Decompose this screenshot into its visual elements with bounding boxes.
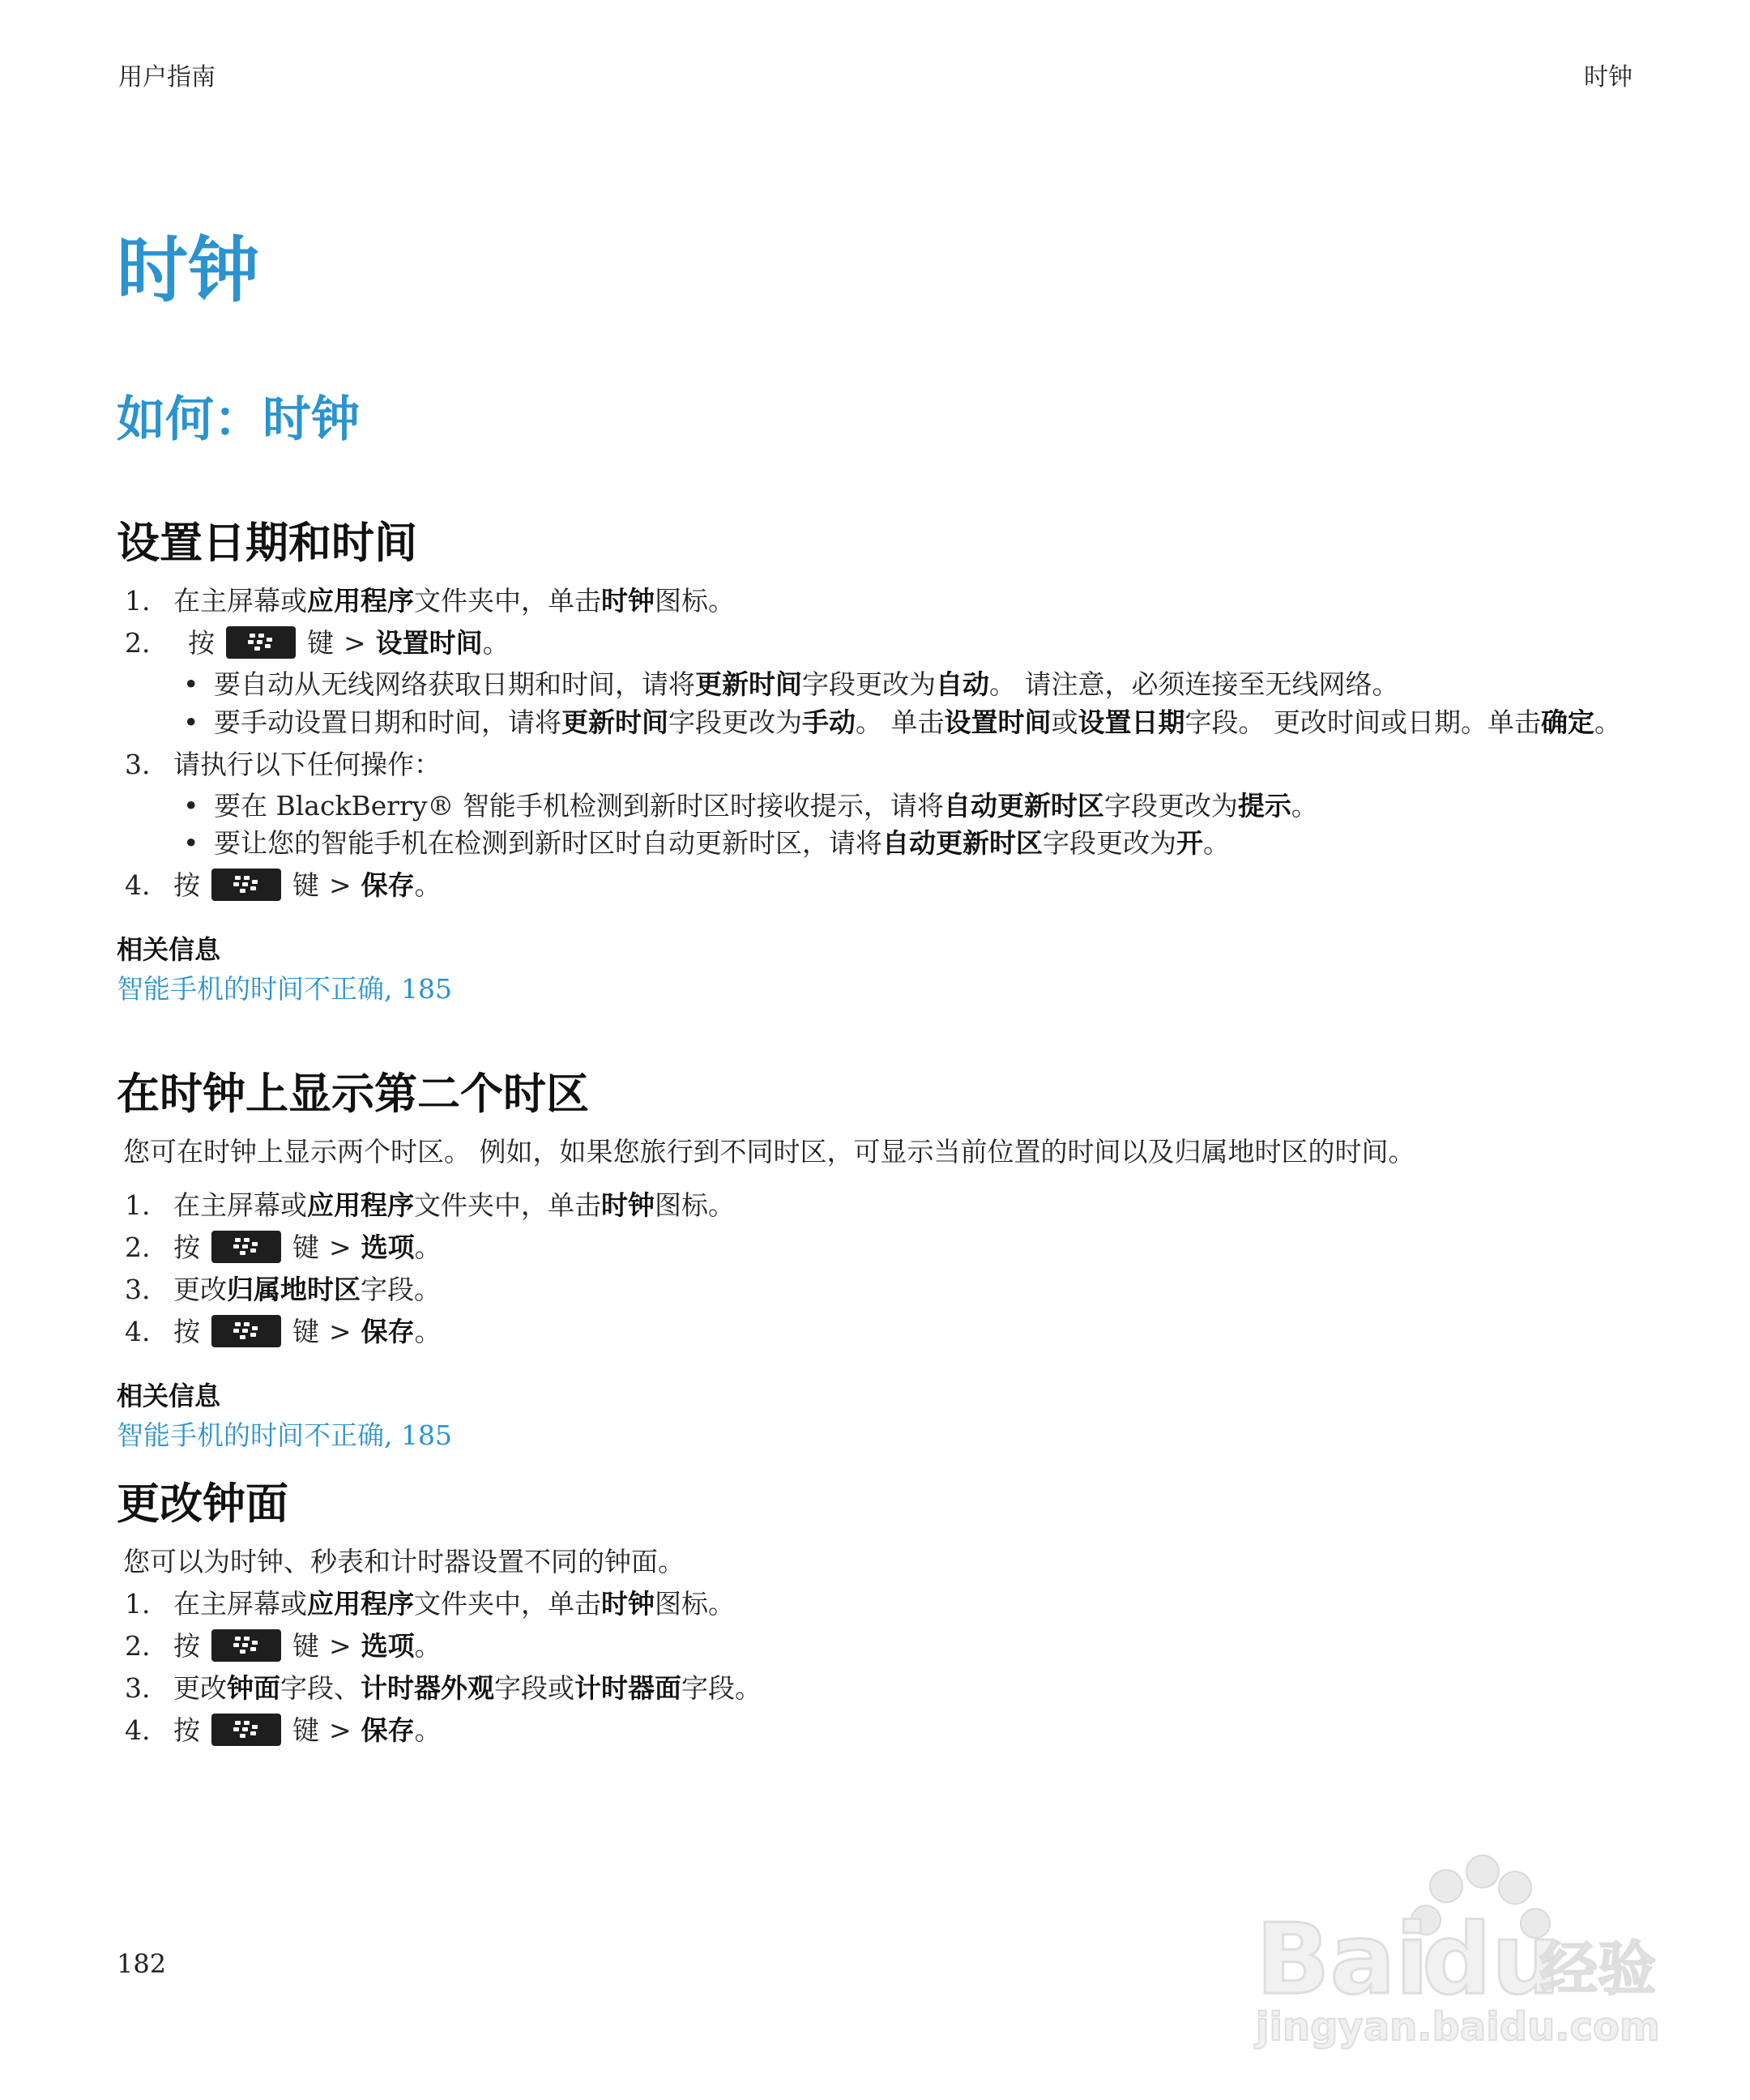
running-header-right: 时钟 — [1584, 63, 1633, 92]
related-info-heading: 相关信息 — [117, 934, 221, 966]
step: 1. 在主屏幕或应用程序文件夹中，单击时钟图标。 — [117, 582, 1640, 621]
bullet-item: • 要手动设置日期和时间，请将更新时间字段更改为手动。 单击设置时间或设置日期字段。 更改时间或日期。单击确定。 — [183, 706, 1621, 738]
step: 4. 按 键 > 保存。 — [117, 866, 1640, 905]
running-header-left: 用户指南 — [118, 63, 216, 92]
steps-list — [117, 1186, 1640, 1351]
baidu-jingyan-watermark-logo — [1240, 1839, 1661, 2050]
section-set-date-time — [117, 520, 1640, 1006]
blackberry-menu-key-icon — [226, 626, 296, 659]
bullet-list — [173, 666, 1640, 742]
bullet-item: • 要让您的智能手机在检测到新时区时自动更新时区，请将自动更新时区字段更改为开。 — [183, 827, 1230, 860]
step-number: 2. — [125, 627, 151, 659]
related-info-heading: 相关信息 — [117, 1380, 221, 1411]
svg-text:du: du — [1422, 1904, 1561, 2017]
ui-term: 应用程序 — [307, 585, 414, 617]
ui-term: 时钟 — [601, 585, 655, 617]
section-heading: 更改钟面 — [117, 1479, 288, 1529]
step: 4. 按 键 > 保存。 — [125, 1315, 442, 1347]
blackberry-menu-key-icon — [211, 1629, 281, 1662]
step: 3. 更改归属地时区字段。 — [125, 1273, 441, 1305]
step-number: 3. — [125, 748, 151, 780]
step: 1. 在主屏幕或应用程序文件夹中，单击时钟图标。 — [125, 1189, 735, 1222]
blackberry-menu-key-icon — [211, 1714, 281, 1746]
steps-list — [117, 1585, 1640, 1749]
section-intro: 您可以为时钟、秒表和计时器设置不同的钟面。 — [123, 1546, 685, 1578]
page-title: 时钟 — [117, 228, 260, 312]
step: 2. 按 键 > 设置时间。 • 要自动从无线网络获取日期和时间，请将更新时间字段更改为自动。 请注意，必须连接至无线网络。 • 要手动设置日期和时间，请将更新时间字段更改为手动。 单击设置时间或设置日期字段。 更改时间或日期。单击确定。 — [117, 624, 1640, 742]
related-info-link[interactable]: 智能手机的时间不正确, 185 — [117, 1419, 452, 1451]
ui-term: 设置时间 — [375, 627, 483, 659]
page-number: 182 — [117, 1948, 167, 1979]
step: 3. 请执行以下任何操作： • 要在 BlackBerry® 智能手机检测到新时区时接收提示，请将自动更新时区字段更改为提示。 • 要让您的智能手机在检测到新时区时自动更新时区，请将自动更新时区字段更改为开。 — [117, 745, 1640, 864]
step: 4. 按 键 > 保存。 — [125, 1714, 442, 1746]
section-heading: 设置日期和时间 — [117, 519, 417, 568]
section-subtitle: 如何：时钟 — [117, 391, 360, 448]
related-info-link[interactable]: 智能手机的时间不正确, 185 — [117, 973, 452, 1005]
svg-text:jingyan.baidu.com: jingyan.baidu.com — [1256, 2004, 1660, 2050]
step-number: 1. — [125, 585, 151, 617]
section-intro: 您可在时钟上显示两个时区。 例如，如果您旅行到不同时区，可显示当前位置的时间以及归属地时区的时间。 — [123, 1136, 1415, 1168]
bullet-list — [173, 788, 1640, 864]
blackberry-menu-key-icon — [211, 1231, 281, 1263]
bullet-item: • 要在 BlackBerry® 智能手机检测到新时区时接收提示，请将自动更新时区字段更改为提示。 — [183, 789, 1318, 822]
section-second-time-zone — [117, 1071, 1640, 1453]
blackberry-menu-key-icon — [211, 869, 281, 901]
step: 3. 更改钟面字段、计时器外观字段或计时器面字段。 — [125, 1671, 762, 1704]
steps-list — [117, 582, 1640, 905]
step-number: 4. — [125, 869, 151, 902]
svg-text:经验: 经验 — [1539, 1935, 1657, 2003]
step: 2. 按 键 > 选项。 — [125, 1231, 442, 1263]
section-change-clock-face — [117, 1481, 1640, 1753]
svg-text:Bai: Bai — [1256, 1904, 1429, 2017]
bullet-item: • 要自动从无线网络获取日期和时间，请将更新时间字段更改为自动。 请注意，必须连接至无线网络。 — [183, 668, 1399, 700]
section-heading: 在时钟上显示第二个时区 — [117, 1069, 589, 1119]
blackberry-menu-key-icon — [211, 1315, 281, 1347]
step: 2. 按 键 > 选项。 — [125, 1629, 442, 1662]
ui-term: 保存 — [361, 869, 415, 902]
step: 1. 在主屏幕或应用程序文件夹中，单击时钟图标。 — [125, 1588, 735, 1620]
